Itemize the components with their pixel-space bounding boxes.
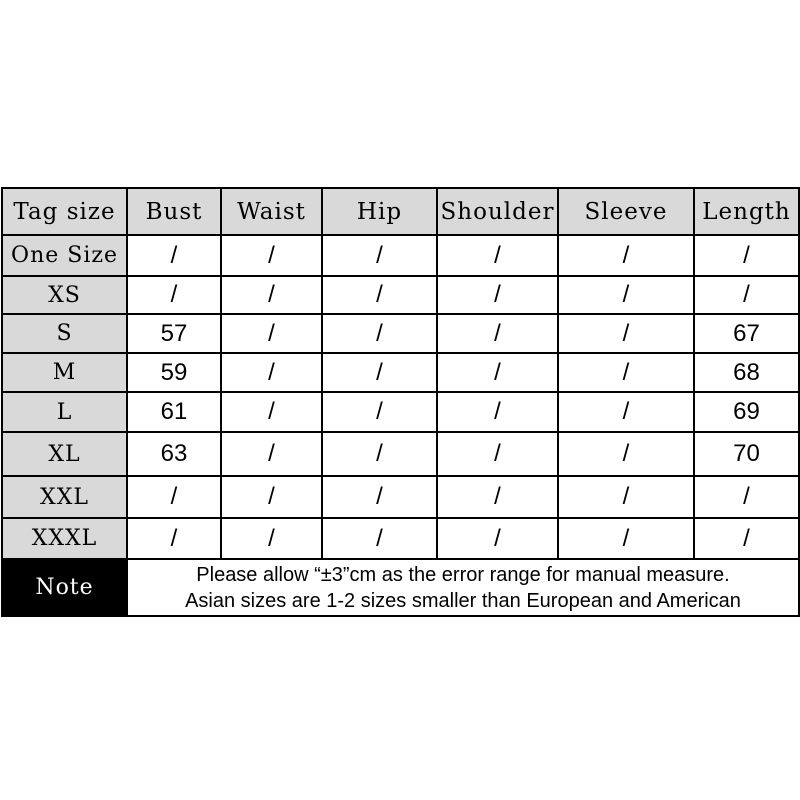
table-row	[2, 518, 799, 559]
length-value-cell: /	[694, 276, 799, 314]
length-value-cell: /	[694, 235, 799, 276]
table-row	[2, 432, 799, 476]
header-bust: Bust	[127, 188, 221, 235]
shoulder-value-cell: /	[437, 276, 558, 314]
bust-value-cell: /	[127, 476, 221, 518]
size-label-cell: XS	[2, 276, 127, 314]
bust-value-cell: /	[127, 518, 221, 559]
bust-value-cell: 57	[127, 314, 221, 353]
table-row	[2, 314, 799, 353]
waist-value-cell: /	[221, 392, 322, 432]
length-value-cell: 69	[694, 392, 799, 432]
note-line: Asian sizes are 1-2 sizes smaller than European and American	[185, 589, 741, 612]
waist-value-cell: /	[221, 235, 322, 276]
size-label-cell: S	[2, 314, 127, 353]
waist-value-cell: /	[221, 518, 322, 559]
hip-value-cell: /	[322, 353, 437, 392]
hip-value-cell: /	[322, 476, 437, 518]
size-label-cell: One Size	[2, 235, 127, 276]
header-waist: Waist	[221, 188, 322, 235]
header-tag-size: Tag size	[2, 188, 127, 235]
table-row	[2, 276, 799, 314]
length-value-cell: /	[694, 476, 799, 518]
waist-value-cell: /	[221, 353, 322, 392]
header-row	[2, 188, 799, 235]
shoulder-value-cell: /	[437, 235, 558, 276]
bust-value-cell: /	[127, 235, 221, 276]
waist-value-cell: /	[221, 276, 322, 314]
shoulder-value-cell: /	[437, 392, 558, 432]
waist-value-cell: /	[221, 432, 322, 476]
sleeve-value-cell: /	[558, 276, 694, 314]
sleeve-value-cell: /	[558, 476, 694, 518]
sleeve-value-cell: /	[558, 432, 694, 476]
sleeve-value-cell: /	[558, 314, 694, 353]
header-hip: Hip	[322, 188, 437, 235]
size-label-cell: XXL	[2, 476, 127, 518]
shoulder-value-cell: /	[437, 476, 558, 518]
bust-value-cell: 61	[127, 392, 221, 432]
hip-value-cell: /	[322, 314, 437, 353]
sleeve-value-cell: /	[558, 353, 694, 392]
note-line: Please allow “±3”cm as the error range for manual measure.	[196, 563, 730, 586]
hip-value-cell: /	[322, 235, 437, 276]
note-text	[127, 559, 799, 616]
sleeve-value-cell: /	[558, 235, 694, 276]
size-label-cell: L	[2, 392, 127, 432]
bust-value-cell: 59	[127, 353, 221, 392]
table-row	[2, 392, 799, 432]
hip-value-cell: /	[322, 432, 437, 476]
size-label-cell: XXXL	[2, 518, 127, 559]
table-row	[2, 235, 799, 276]
bust-value-cell: /	[127, 276, 221, 314]
length-value-cell: 68	[694, 353, 799, 392]
header-length: Length	[694, 188, 799, 235]
size-label-cell: M	[2, 353, 127, 392]
note-label: Note	[2, 559, 127, 616]
shoulder-value-cell: /	[437, 432, 558, 476]
shoulder-value-cell: /	[437, 518, 558, 559]
size-chart-table	[1, 187, 800, 617]
table-body	[2, 188, 799, 616]
header-shoulder: Shoulder	[437, 188, 558, 235]
hip-value-cell: /	[322, 518, 437, 559]
waist-value-cell: /	[221, 314, 322, 353]
note-row	[2, 559, 799, 616]
sleeve-value-cell: /	[558, 518, 694, 559]
shoulder-value-cell: /	[437, 314, 558, 353]
length-value-cell: 70	[694, 432, 799, 476]
size-label-cell: XL	[2, 432, 127, 476]
hip-value-cell: /	[322, 392, 437, 432]
waist-value-cell: /	[221, 476, 322, 518]
length-value-cell: 67	[694, 314, 799, 353]
shoulder-value-cell: /	[437, 353, 558, 392]
length-value-cell: /	[694, 518, 799, 559]
hip-value-cell: /	[322, 276, 437, 314]
sleeve-value-cell: /	[558, 392, 694, 432]
table-row	[2, 476, 799, 518]
table-row	[2, 353, 799, 392]
bust-value-cell: 63	[127, 432, 221, 476]
header-sleeve: Sleeve	[558, 188, 694, 235]
